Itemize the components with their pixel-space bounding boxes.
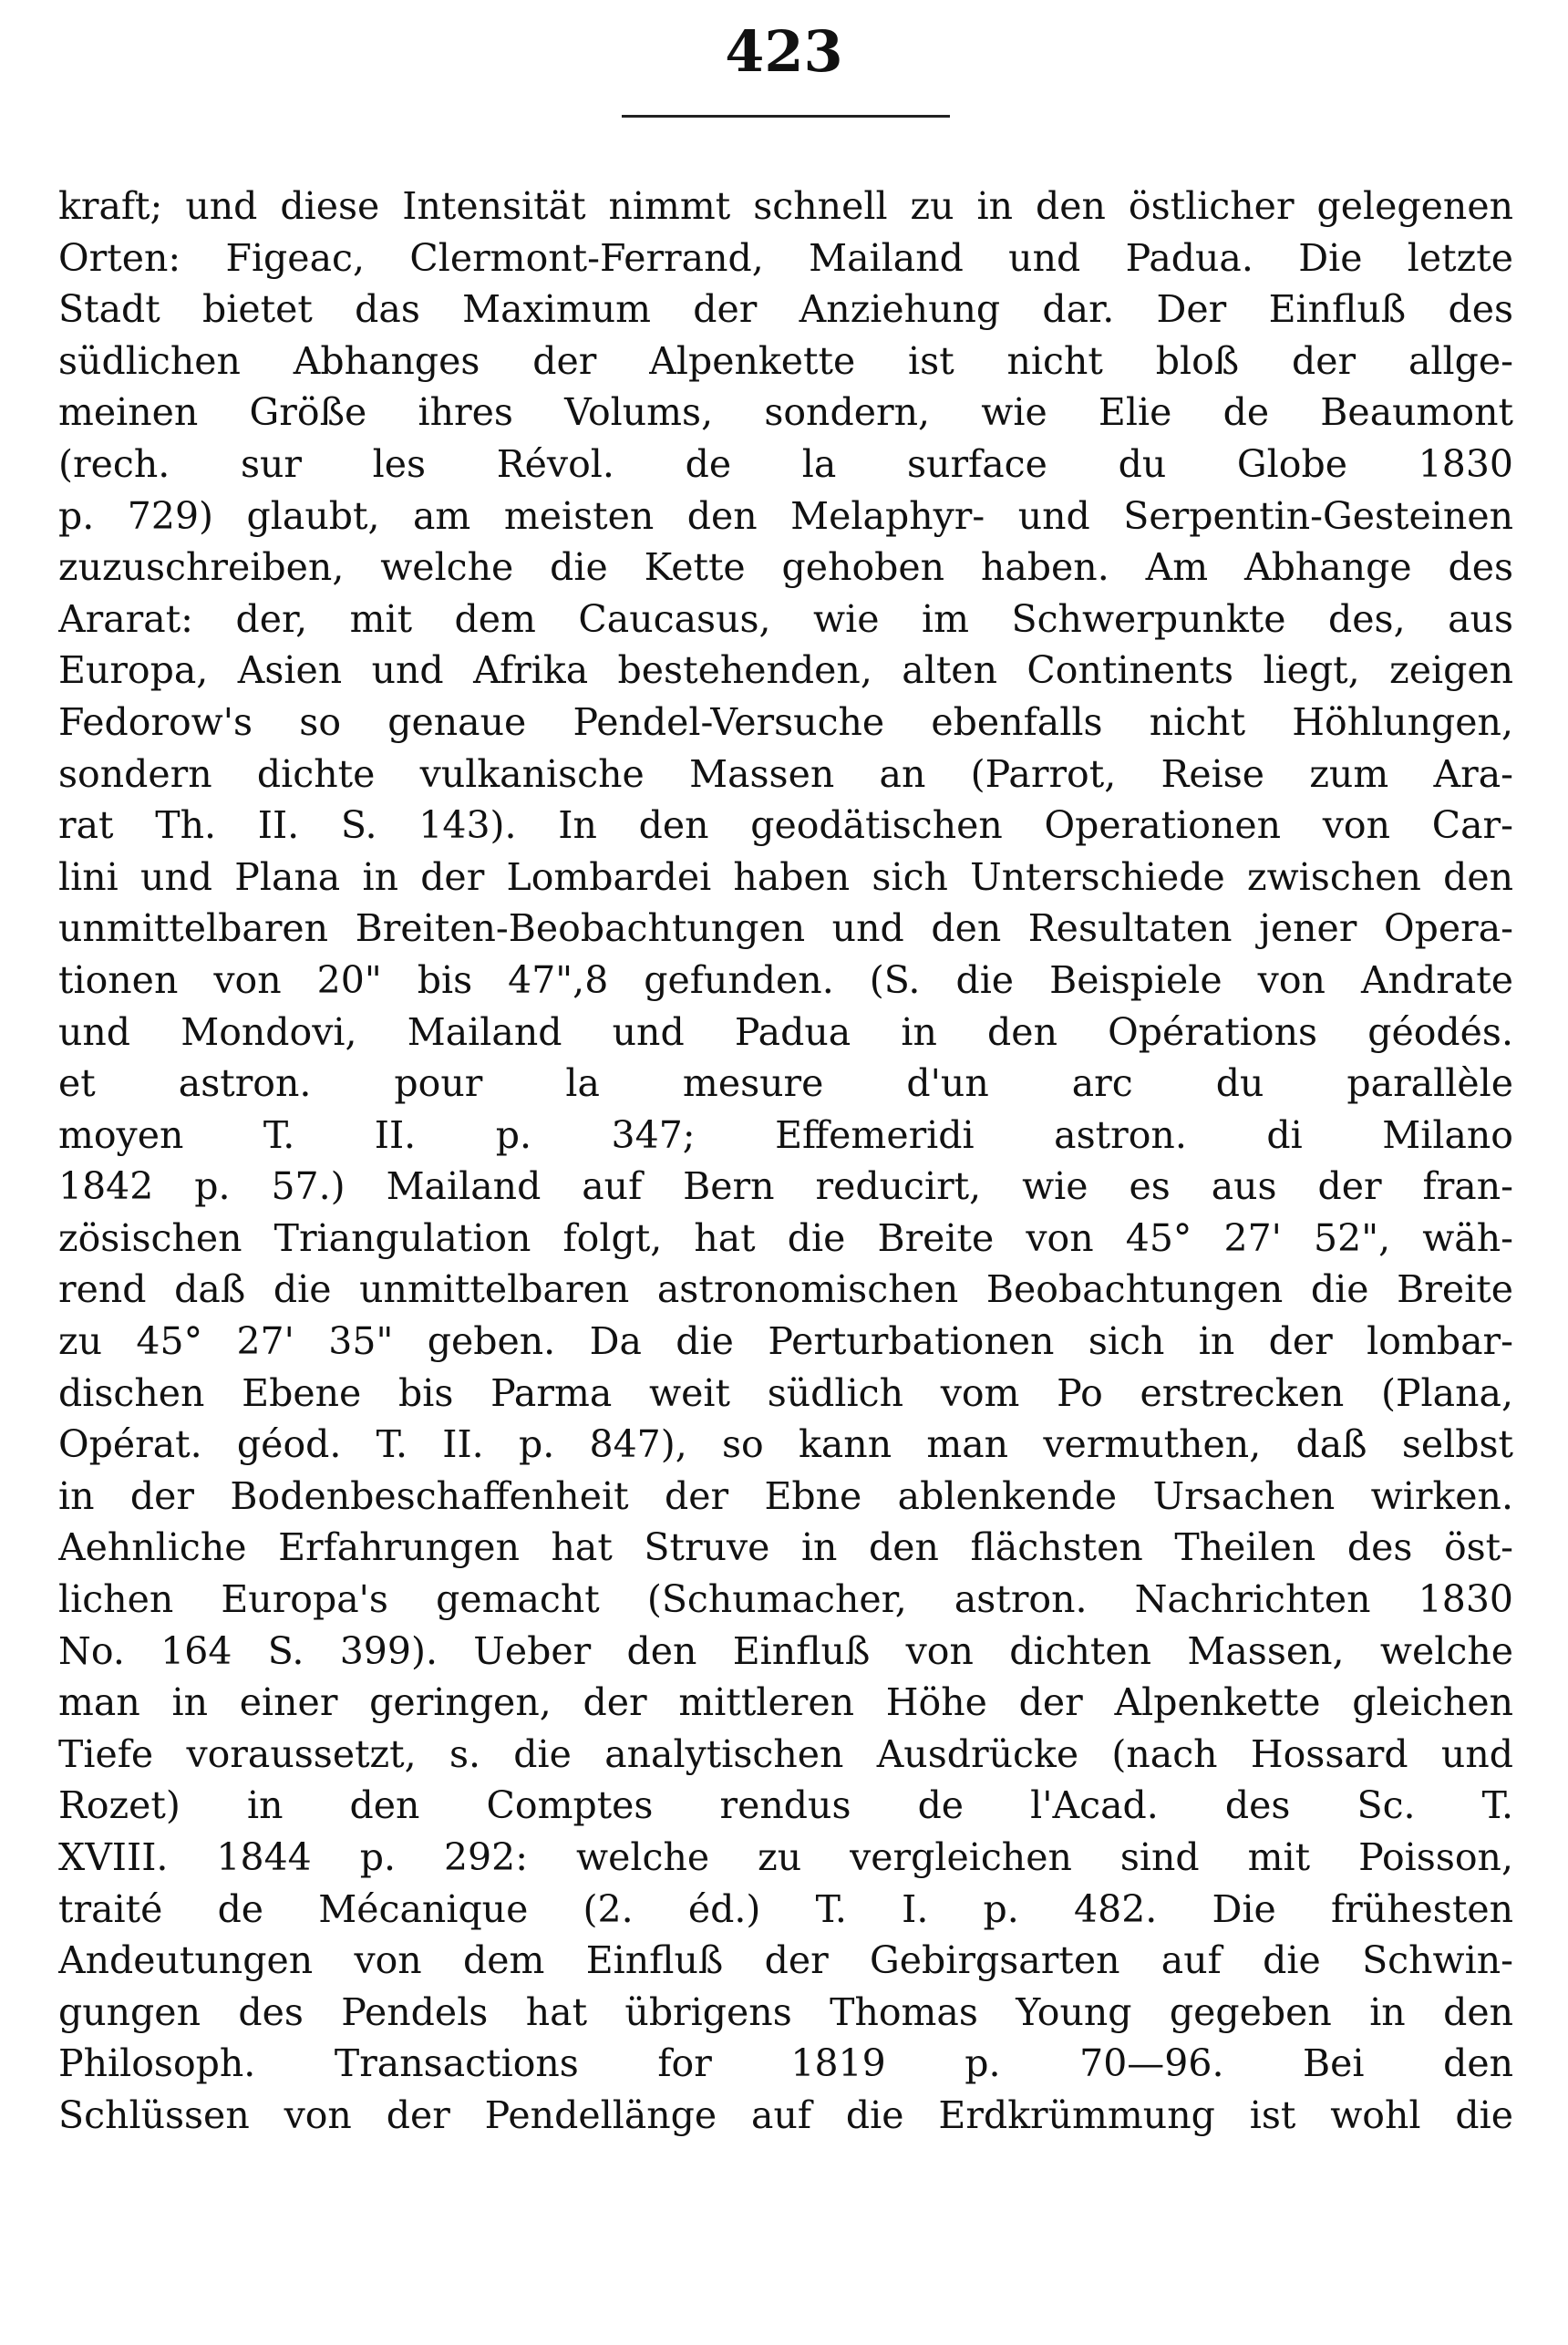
text-line: XVIII. 1844 p. 292: welche zu vergleichen sind mit Poisson, [58, 1835, 1513, 1879]
text-line: kraft; und diese Intensität nimmt schnell zu in den östlicher gelegenen [58, 184, 1513, 228]
text-line: 1842 p. 57.) Mailand auf Bern reducirt, wie es aus der fran- [58, 1164, 1513, 1209]
text-line: Andeutungen von dem Einfluß der Gebirgsarten auf die Schwin- [58, 1938, 1513, 1983]
text-line: tionen von 20" bis 47",8 gefunden. (S. die Beispiele von Andrate [58, 957, 1513, 1002]
header-rule [622, 115, 950, 118]
text-line: moyen T. II. p. 347; Effemeridi astron. di Milano [58, 1112, 1513, 1157]
text-line: Tiefe voraussetzt, s. die analytischen Ausdrücke (nach Hossard und [58, 1731, 1513, 1776]
text-line: rend daß die unmittelbaren astronomischen Beobachtungen die Breite [58, 1267, 1513, 1312]
text-line: unmittelbaren Breiten-Beobachtungen und den Resultaten jener Opera- [58, 906, 1513, 951]
text-line: sondern dichte vulkanische Massen an (Parrot, Reise zum Ara- [58, 751, 1513, 796]
text-line: südlichen Abhanges der Alpenkette ist nicht bloß der allge- [58, 338, 1513, 383]
text-line: Fedorow's so genaue Pendel-Versuche ebenfalls nicht Höhlungen, [58, 699, 1513, 744]
text-line: rat Th. II. S. 143). In den geodätischen Operationen von Car- [58, 803, 1513, 848]
page-number: 423 [725, 18, 843, 85]
text-line: traité de Mécanique (2. éd.) T. I. p. 482. Die frühesten [58, 1886, 1513, 1931]
body-text [58, 181, 1513, 2142]
text-line: zuzuschreiben, welche die Kette gehoben haben. Am Abhange des [58, 545, 1513, 590]
text-line: p. 729) glaubt, am meisten den Melaphyr- und Serpentin-Gesteinen [58, 493, 1513, 538]
text-line: Stadt bietet das Maximum der Anziehung dar. Der Einfluß des [58, 287, 1513, 332]
text-line: Opérat. géod. T. II. p. 847), so kann man vermuthen, daß selbst [58, 1422, 1513, 1467]
text-line: zu 45° 27' 35" geben. Da die Perturbationen sich in der lombar- [58, 1319, 1513, 1364]
text-line: Ararat: der, mit dem Caucasus, wie im Schwerpunkte des, aus [58, 596, 1513, 641]
text-line: Rozet) in den Comptes rendus de l'Acad. des Sc. T. [58, 1783, 1513, 1828]
text-line: zösischen Triangulation folgt, hat die Breite von 45° 27' 52", wäh- [58, 1215, 1513, 1260]
text-line: Aehnliche Erfahrungen hat Struve in den flächsten Theilen des öst- [58, 1525, 1513, 1570]
text-line: Philosoph. Transactions for 1819 p. 70—96. Bei den [58, 2041, 1513, 2086]
text-line: Schlüssen von der Pendellänge auf die Erdkrümmung ist wohl die [58, 2092, 1513, 2137]
text-line: man in einer geringen, der mittleren Höhe der Alpenkette gleichen [58, 1680, 1513, 1725]
text-line: dischen Ebene bis Parma weit südlich vom Po erstrecken (Plana, [58, 1370, 1513, 1415]
text-line: No. 164 S. 399). Ueber den Einfluß von dichten Massen, welche [58, 1628, 1513, 1673]
text-line: Europa, Asien und Afrika bestehenden, alten Continents liegt, zeigen [58, 648, 1513, 693]
text-line: meinen Größe ihres Volums, sondern, wie Elie de Beaumont [58, 390, 1513, 435]
text-line: lichen Europa's gemacht (Schumacher, astron. Nachrichten 1830 [58, 1577, 1513, 1622]
text-line: in der Bodenbeschaffenheit der Ebne ablenkende Ursachen wirken. [58, 1473, 1513, 1518]
text-line: Orten: Figeac, Clermont-Ferrand, Mailand und Padua. Die letzte [58, 235, 1513, 280]
text-line: gungen des Pendels hat übrigens Thomas Young gegeben in den [58, 1989, 1513, 2034]
text-line: lini und Plana in der Lombardei haben sich Unterschiede zwischen den [58, 854, 1513, 899]
text-line: (rech. sur les Révol. de la surface du Globe 1830 [58, 441, 1513, 486]
text-line: et astron. pour la mesure d'un arc du parallèle [58, 1061, 1513, 1106]
text-line: und Mondovi, Mailand und Padua in den Opérations géodés. [58, 1009, 1513, 1054]
